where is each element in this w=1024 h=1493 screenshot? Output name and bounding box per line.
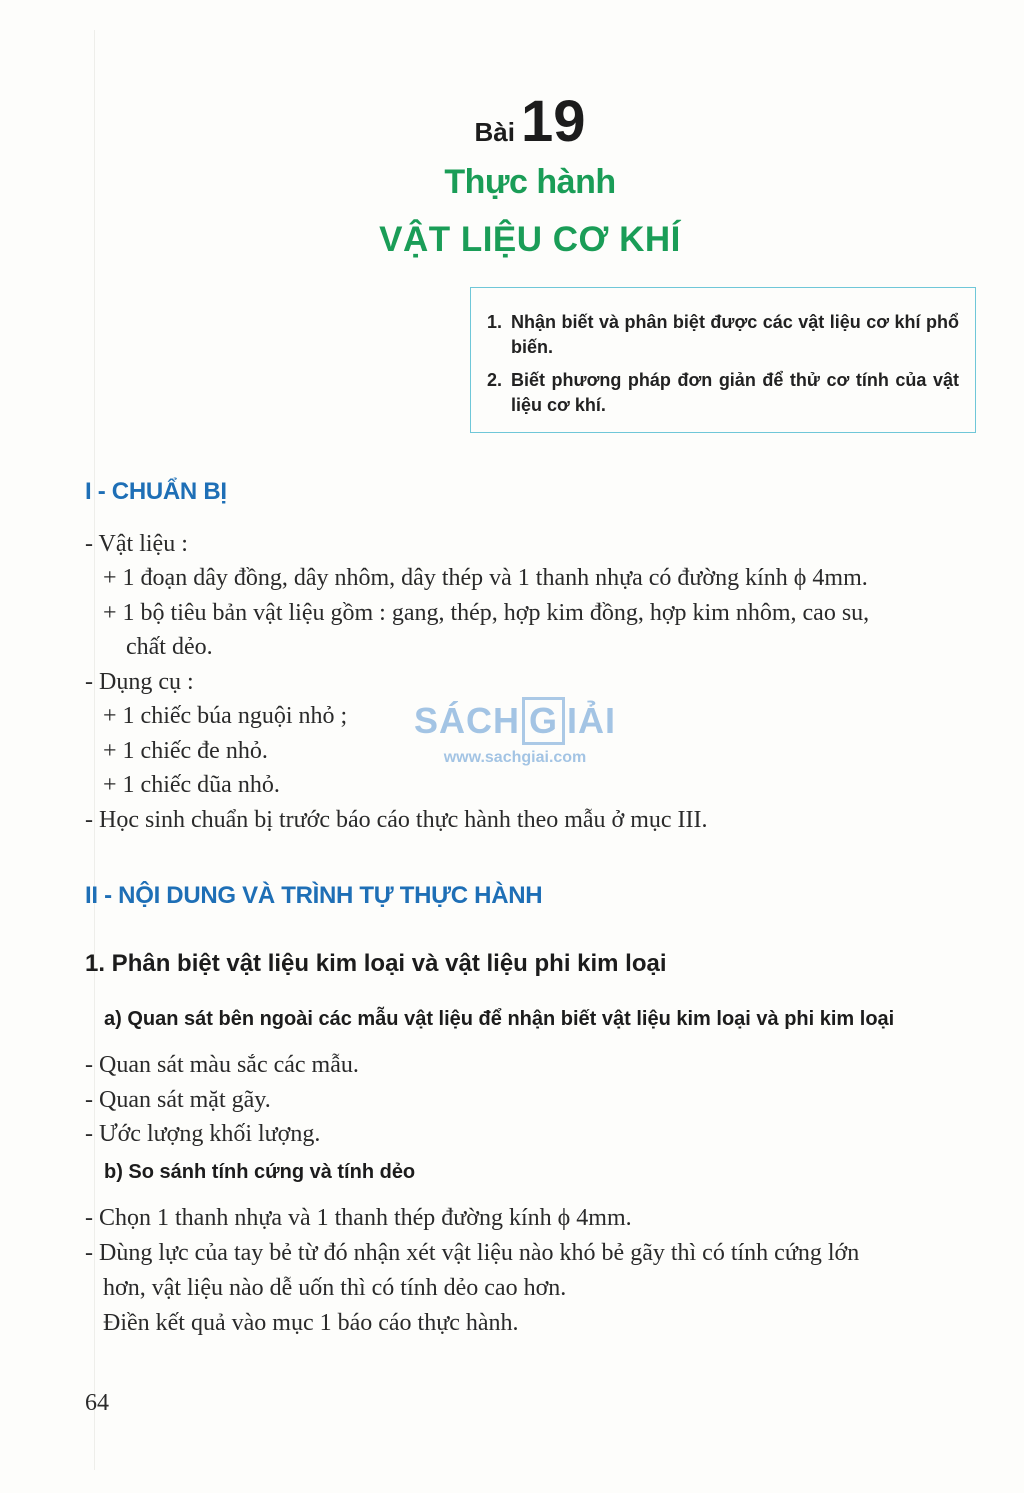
objective-text: Nhận biết và phân biệt được các vật liệu cơ khí phổ biến. — [511, 312, 959, 357]
watermark-brand-g: G — [522, 697, 565, 745]
text-line: + 1 chiếc búa nguội nhỏ ; — [103, 703, 348, 729]
lesson-word: Bài — [474, 117, 515, 147]
watermark-logo — [410, 697, 620, 767]
objective-item — [487, 310, 959, 360]
text-line: - Vật liệu : — [85, 531, 188, 557]
objective-number: 1. — [487, 312, 503, 332]
page-number: 64 — [85, 1390, 109, 1416]
text-line: + 1 bộ tiêu bản vật liệu gồm : gang, thép, hợp kim đồng, hợp kim nhôm, cao su, — [103, 600, 870, 626]
objective-text: Biết phương pháp đơn giản để thử cơ tính của vật liệu cơ khí. — [511, 370, 959, 415]
part-b-heading: b) So sánh tính cứng và tính dẻo — [104, 1161, 416, 1183]
text-line: - Ước lượng khối lượng. — [85, 1121, 321, 1147]
text-line: + 1 đoạn dây đồng, dây nhôm, dây thép và 1 thanh nhựa có đường kính ϕ 4mm. — [103, 565, 868, 591]
watermark-url: www.sachgiai.com — [443, 749, 587, 766]
text-line: - Quan sát màu sắc các mẫu. — [85, 1052, 359, 1078]
watermark-brand-left: SÁCH — [413, 700, 520, 741]
text-line: + 1 chiếc dũa nhỏ. — [103, 772, 280, 798]
section-heading-preparation: I - CHUẨN BỊ — [85, 478, 227, 505]
text-line: + 1 chiếc đe nhỏ. — [103, 738, 268, 764]
text-line: - Học sinh chuẩn bị trước báo cáo thực hành theo mẫu ở mục III. — [85, 807, 708, 833]
text-line: - Dùng lực của tay bẻ từ đó nhận xét vật liệu nào khó bẻ gãy thì có tính cứng lớn — [85, 1240, 860, 1266]
text-line: - Chọn 1 thanh nhựa và 1 thanh thép đường kính ϕ 4mm. — [85, 1205, 632, 1231]
lesson-subtitle: Thực hành — [444, 163, 616, 201]
lesson-number-heading — [0, 88, 1024, 155]
watermark-brand-right: IẢI — [567, 700, 617, 741]
lesson-number: 19 — [520, 89, 586, 154]
text-line: - Dụng cụ : — [85, 669, 194, 695]
watermark-brand — [410, 697, 620, 745]
text-line: Điền kết quả vào mục 1 báo cáo thực hành. — [103, 1310, 519, 1336]
lesson-title: VẬT LIỆU CƠ KHÍ — [379, 220, 681, 259]
subsection-heading: 1. Phân biệt vật liệu kim loại và vật liệu phi kim loại — [85, 950, 667, 977]
section-heading-procedure: II - NỘI DUNG VÀ TRÌNH TỰ THỰC HÀNH — [85, 882, 543, 909]
objectives-box — [470, 287, 976, 433]
text-line: hơn, vật liệu nào dễ uốn thì có tính dẻo cao hơn. — [103, 1275, 567, 1301]
objective-item — [487, 368, 959, 418]
part-a-heading: a) Quan sát bên ngoài các mẫu vật liệu để nhận biết vật liệu kim loại và phi kim loại — [104, 1008, 895, 1030]
objective-number: 2. — [487, 370, 503, 390]
text-line: chất dẻo. — [126, 634, 213, 660]
text-line: - Quan sát mặt gãy. — [85, 1087, 271, 1113]
